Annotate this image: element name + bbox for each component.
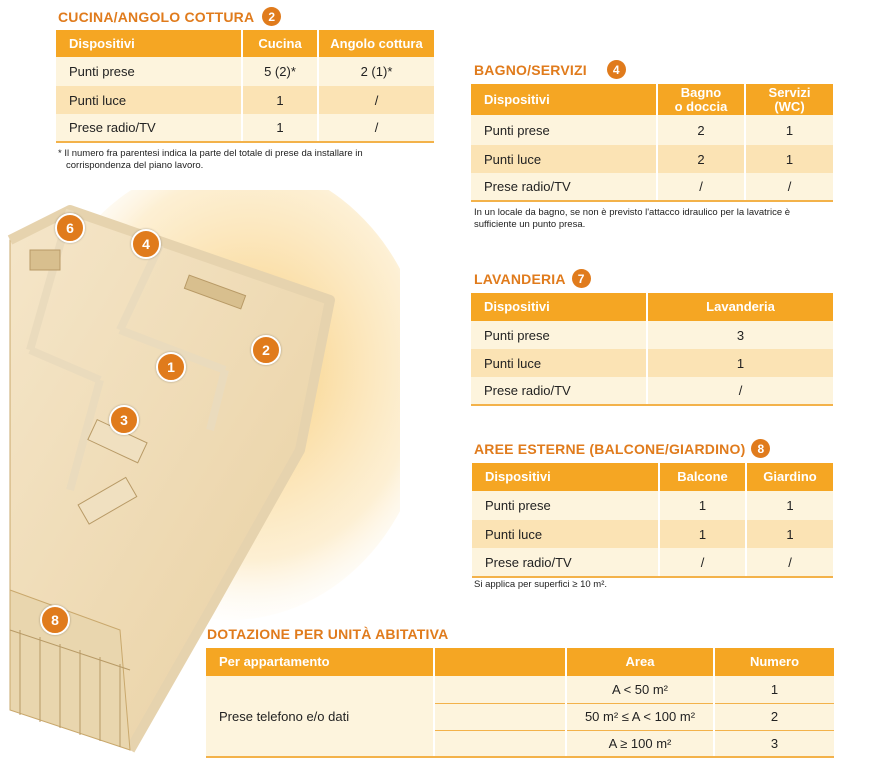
bagno-table: [471, 84, 833, 202]
col-header: [434, 648, 566, 676]
col-header: Area: [566, 648, 714, 676]
table-row: [56, 86, 434, 114]
table-row: [471, 115, 833, 145]
table-cell: A < 50 m²: [566, 676, 714, 703]
col-header: Dispositivi: [471, 293, 647, 321]
floor-plan-illustration: [0, 190, 400, 759]
cucina-note: [58, 148, 363, 172]
cucina-title: [58, 7, 281, 26]
table-cell: 1: [746, 491, 833, 520]
table-cell: 1: [659, 520, 746, 548]
cucina-table: [56, 30, 434, 143]
lavanderia-title: [474, 269, 591, 288]
cucina-note-line: * Il numero fra parentesi indica la parte del totale di prese da installare in: [58, 148, 363, 159]
table-cell: Punti prese: [472, 491, 659, 520]
col-header: Dispositivi: [472, 463, 659, 491]
table-cell: 1: [745, 115, 833, 145]
bagno-note-line: In un locale da bagno, se non è previsto l'attacco idraulico per la lavatrice è: [474, 207, 791, 218]
esterne-note: Si applica per superfici ≥ 10 m².: [474, 579, 607, 590]
table-cell: Prese radio/TV: [56, 114, 242, 142]
table-cell: /: [659, 548, 746, 577]
bagno-title-text: BAGNO/SERVIZI: [474, 61, 587, 78]
table-cell: 50 m² ≤ A < 100 m²: [566, 703, 714, 730]
col-header-line: o doccia: [674, 98, 728, 114]
marker-4: 4: [131, 229, 161, 259]
table-cell: 2: [657, 115, 745, 145]
bagno-badge: 4: [607, 60, 626, 79]
table-cell: 3: [714, 730, 834, 757]
col-header: [745, 84, 833, 115]
lavanderia-title-text: LAVANDERIA: [474, 270, 566, 287]
table-row: [56, 57, 434, 86]
table-cell: Prese telefono e/o dati: [206, 676, 434, 757]
col-header: Per appartamento: [206, 648, 434, 676]
esterne-badge: 8: [751, 439, 770, 458]
cucina-note-line: corrispondenza del piano lavoro.: [66, 160, 204, 171]
table-row: [56, 114, 434, 142]
bagno-note: [474, 207, 790, 231]
col-header-line: Bagno: [680, 84, 722, 100]
table-row: [472, 548, 833, 577]
table-cell: Prese radio/TV: [471, 173, 657, 201]
table-cell: 2: [714, 703, 834, 730]
table-cell: /: [745, 173, 833, 201]
col-header: [657, 84, 745, 115]
table-cell: Punti luce: [471, 145, 657, 173]
table-cell: 2: [657, 145, 745, 173]
esterne-title-text: AREE ESTERNE (BALCONE/GIARDINO): [474, 440, 746, 457]
table-row: [472, 520, 833, 548]
table-cell: Prese radio/TV: [472, 548, 659, 577]
table-row: [471, 145, 833, 173]
table-row: [471, 349, 833, 377]
dotazione-title-text: DOTAZIONE PER UNITÀ ABITATIVA: [207, 626, 449, 642]
table-cell: [434, 703, 566, 730]
col-header: Cucina: [242, 30, 318, 57]
col-header: Numero: [714, 648, 834, 676]
marker-1: 1: [156, 352, 186, 382]
cucina-badge: 2: [262, 7, 281, 26]
esterne-title: [474, 439, 770, 458]
table-cell: 5 (2)*: [242, 57, 318, 86]
table-cell: 1: [746, 520, 833, 548]
table-row: [471, 173, 833, 201]
table-cell: Punti luce: [472, 520, 659, 548]
marker-3: 3: [109, 405, 139, 435]
col-header: Dispositivi: [471, 84, 657, 115]
table-cell: 1: [745, 145, 833, 173]
table-cell: /: [746, 548, 833, 577]
bagno-note-line: sufficiente un punto presa.: [474, 219, 586, 230]
table-cell: Punti luce: [471, 349, 647, 377]
col-header: Balcone: [659, 463, 746, 491]
col-header: Angolo cottura: [318, 30, 434, 57]
table-cell: Prese radio/TV: [471, 377, 647, 405]
table-row: [471, 377, 833, 405]
table-cell: /: [647, 377, 833, 405]
table-cell: 2 (1)*: [318, 57, 434, 86]
table-cell: [434, 730, 566, 757]
col-header-line: (WC): [774, 98, 805, 114]
table-row: [471, 321, 833, 349]
table-cell: 3: [647, 321, 833, 349]
table-cell: A ≥ 100 m²: [566, 730, 714, 757]
table-cell: Punti prese: [471, 115, 657, 145]
lavanderia-badge: 7: [572, 269, 591, 288]
marker-6: 6: [55, 213, 85, 243]
lavanderia-table: [471, 293, 833, 406]
marker-2: 2: [251, 335, 281, 365]
table-cell: 1: [659, 491, 746, 520]
col-header: Giardino: [746, 463, 833, 491]
table-cell: Punti prese: [56, 57, 242, 86]
table-cell: /: [657, 173, 745, 201]
table: [30, 250, 60, 270]
table-cell: /: [318, 86, 434, 114]
cucina-title-text: CUCINA/ANGOLO COTTURA: [58, 8, 255, 25]
col-header-line: Servizi: [768, 84, 811, 100]
table-row: [472, 491, 833, 520]
esterne-table: [472, 463, 833, 578]
table-cell: [434, 676, 566, 703]
col-header: Lavanderia: [647, 293, 833, 321]
table-cell: 1: [647, 349, 833, 377]
table-cell: 1: [242, 114, 318, 142]
table-cell: 1: [714, 676, 834, 703]
col-header: Dispositivi: [56, 30, 242, 57]
table-cell: Punti prese: [471, 321, 647, 349]
bagno-title: [474, 60, 626, 79]
table-cell: /: [318, 114, 434, 142]
table-cell: Punti luce: [56, 86, 242, 114]
table-cell: 1: [242, 86, 318, 114]
marker-8: 8: [40, 605, 70, 635]
